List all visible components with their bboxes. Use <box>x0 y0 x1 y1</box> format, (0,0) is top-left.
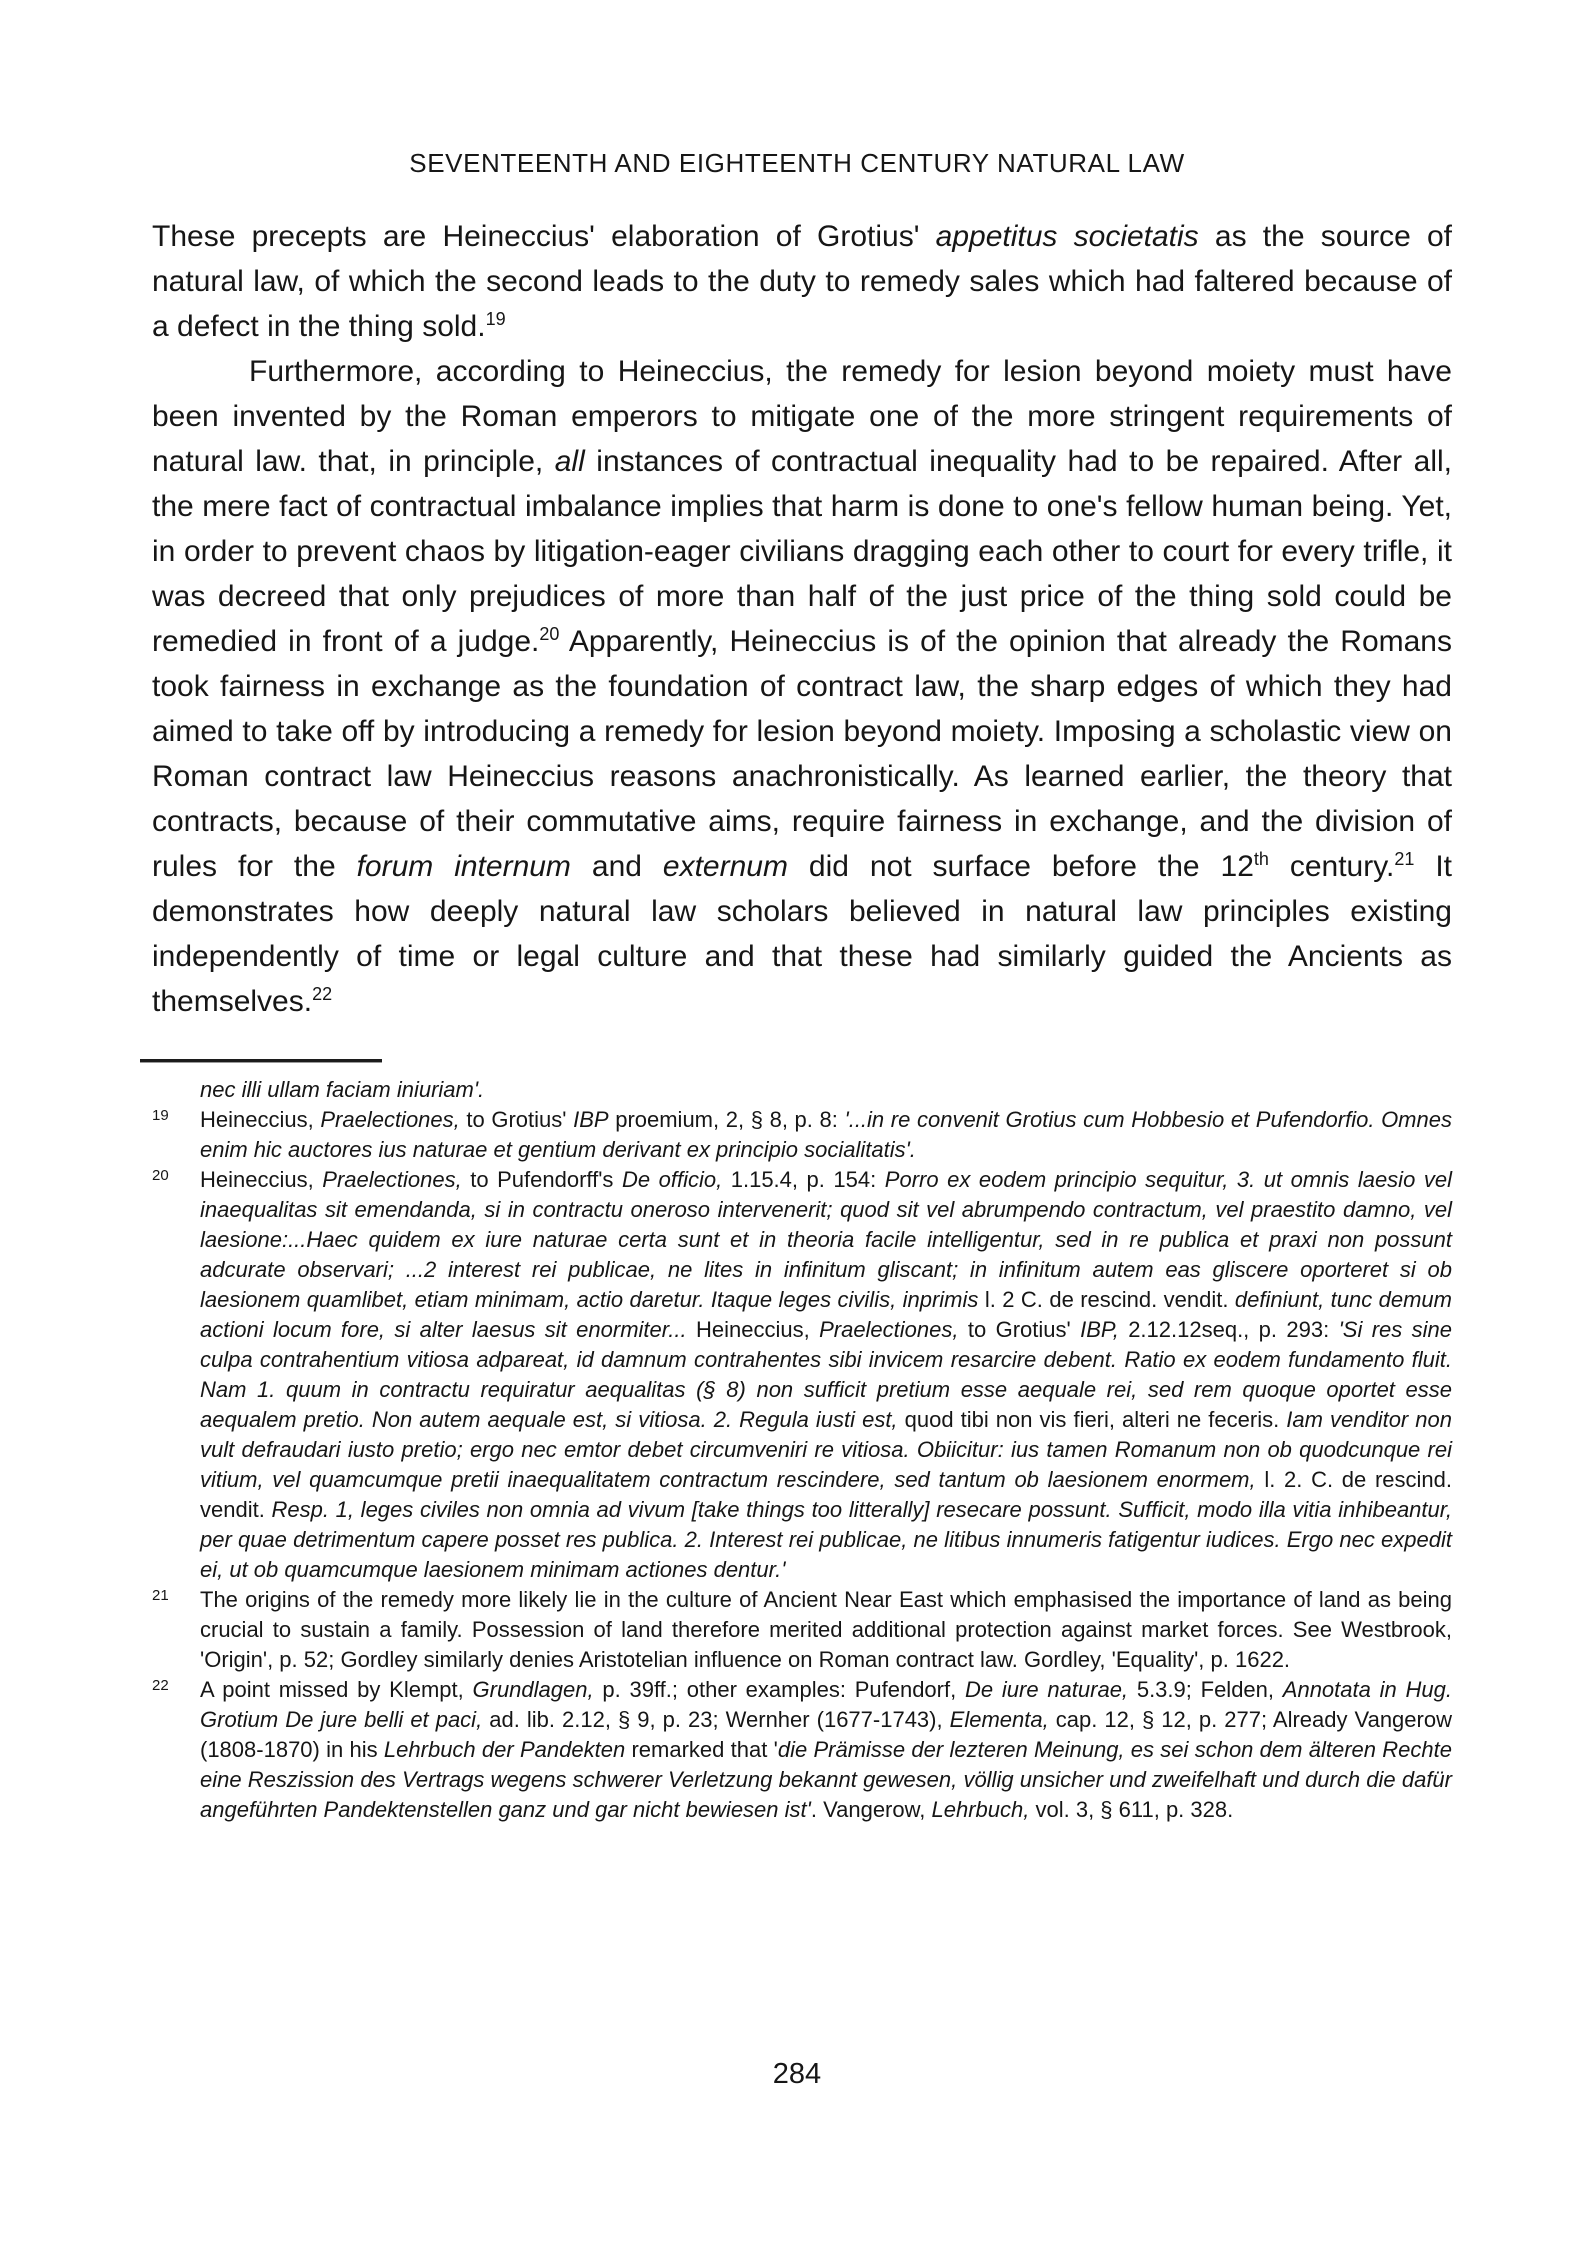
footnote-text: Heineccius, Praelectiones, to Grotius' IBP proemium, 2, § 8, p. 8: '...in re convenit Grotius cum Hobbesio et Pufendorfio. Omnes enim hic auctores ius naturae et gentium derivant ex principio socialitatis'. <box>200 1107 1452 1162</box>
footnote-item <box>150 1105 1452 1165</box>
footnote-number: 22 <box>152 1677 169 1694</box>
footnote-number: 21 <box>152 1587 169 1604</box>
paragraph: Furthermore, according to Heineccius, the remedy for lesion beyond moiety must have been invented by the Roman emperors to mitigate one of the more stringent requirements of natural law. that, in principle, all instances of contractual inequality had to be repaired. After all, the mere fact of contractual imbalance implies that harm is done to one's fellow human being. Yet, in order to prevent chaos by litigation-eager civilians dragging each other to court for every trifle, it was decreed that only prejudices of more than half of the just price of the thing sold could be remedied in front of a judge.$^{20}$ Apparently, Heineccius is of the opinion that already the Romans took fairness in exchange as the foundation of contract law, the sharp edges of which they had aimed to take off by introducing a remedy for lesion beyond moiety. Imposing a scholastic view on Roman contract law Heineccius reasons anachronistically. As learned earlier, the theory that contracts, because of their commutative aims, require fairness in exchange, and the division of rules for the forum internum and externum did not surface before the 12th century.$^{21}$ It demonstrates how deeply natural law scholars believed in natural law principles existing independently of time or legal culture and that these had similarly guided the Ancients as themselves.$^{22}$ <box>152 355 1452 1018</box>
main-text <box>152 214 1452 1024</box>
footnote-item <box>150 1675 1452 1825</box>
paragraph: These precepts are Heineccius' elaboration of Grotius' appetitus societatis as the source of natural law, of which the second leads to the duty to remedy sales which had faltered because of a defect in the thing sold.$^{19}$ <box>152 220 1452 343</box>
footnote-continuation <box>150 1075 1452 1105</box>
footnote-text: Heineccius, Praelectiones, to Pufendorff's De officio, 1.15.4, p. 154: Porro ex eodem principio sequitur, 3. ut omnis laesio vel inaequalitas sit emendanda, si in contractu oneroso intervenerit; quod sit vel abrumpendo contractum, vel praestito damno, vel laesione:...Haec quidem ex iure naturae certa sunt et in theoria facile intelligentur, sed in re publica et praxi non possunt adcurate observari; ...2 interest rei publicae, ne lites in infinitum gliscant; in infinitum autem eas gliscere oporteret si ob laesionem quamlibet, etiam minimam, actio daretur. Itaque leges civilis, inprimis l. 2 C. de rescind. vendit. definiunt, tunc demum actioni locum fore, si alter laesus sit enormiter... Heineccius, Praelectiones, to Grotius' IBP, 2.12.12seq., p. 293: 'Si res sine culpa contrahentium vitiosa adpareat, id damnum contrahentes sibi invicem resarcire debent. Ratio ex eodem fundamento fluit. Nam 1. quum in contractu requiratur aequalitas (§ 8) non sufficit pretium esse aequale rei, sed rem quoque oportet esse aequalem pretio. Non autem aequale est, si vitiosa. 2. Regula iusti est, quod tibi non vis fieri, alteri ne feceris. Iam venditor non vult defraudari iusto pretio; ergo nec emtor debet circumveniri re vitiosa. Obiicitur: ius tamen Romanum non ob quodcunque rei vitium, vel quamcumque pretii inaequalitatem contractum rescindere, sed tantum ob laesionem enormem, l. 2. C. de rescind. vendit. Resp. 1, leges civiles non omnia ad vivum [take things too litterally] resecare possunt. Sufficit, modo illa vitia inhibeantur, per quae detrimentum capere posset res publica. 2. Interest rei publicae, ne litibus innumeris fatigentur iudices. Ergo nec expedit ei, ut ob quamcumque laesionem minimam actiones dentur.' <box>200 1167 1453 1582</box>
footnote-text: The origins of the remedy more likely lie in the culture of Ancient Near East which emphasised the importance of land as being crucial to sustain a family. Possession of land therefore merited additional protection against market forces. See Westbrook, 'Origin', p. 52; Gordley similarly denies Aristotelian influence on Roman contract law. Gordley, 'Equality', p. 1622. <box>200 1587 1452 1672</box>
footnotes-section <box>150 1075 1452 1825</box>
footnote-text: nec illi ullam faciam iniuriam'. <box>200 1077 485 1102</box>
footnote-item <box>150 1585 1452 1675</box>
running-head: SEVENTEENTH AND EIGHTEENTH CENTURY NATURAL LAW <box>409 148 1185 178</box>
footnote-item <box>150 1165 1452 1585</box>
page-number: 284 <box>772 2058 822 2090</box>
footnote-text: A point missed by Klempt, Grundlagen, p. 39ff.; other examples: Pufendorf, De iure naturae, 5.3.9; Felden, Annotata in Hug. Grotium De jure belli et paci, ad. lib. 2.12, § 9, p. 23; Wernher (1677-1743), Elementa, cap. 12, § 12, p. 277; Already Vangerow (1808-1870) in his Lehrbuch der Pandekten remarked that 'die Prämisse der lezteren Meinung, es sei schon dem älteren Rechte eine Reszission des Vertrags wegens schwerer Verletzung bekannt gewesen, völlig unsicher und zweifelhaft und durch die dafür angeführten Pandektenstellen ganz und gar nicht bewiesen ist'. Vangerow, Lehrbuch, vol. 3, § 611, p. 328. <box>200 1677 1452 1822</box>
footnote-number: 20 <box>152 1167 169 1184</box>
footnote-separator <box>140 1059 382 1063</box>
footnote-number: 19 <box>152 1107 169 1124</box>
